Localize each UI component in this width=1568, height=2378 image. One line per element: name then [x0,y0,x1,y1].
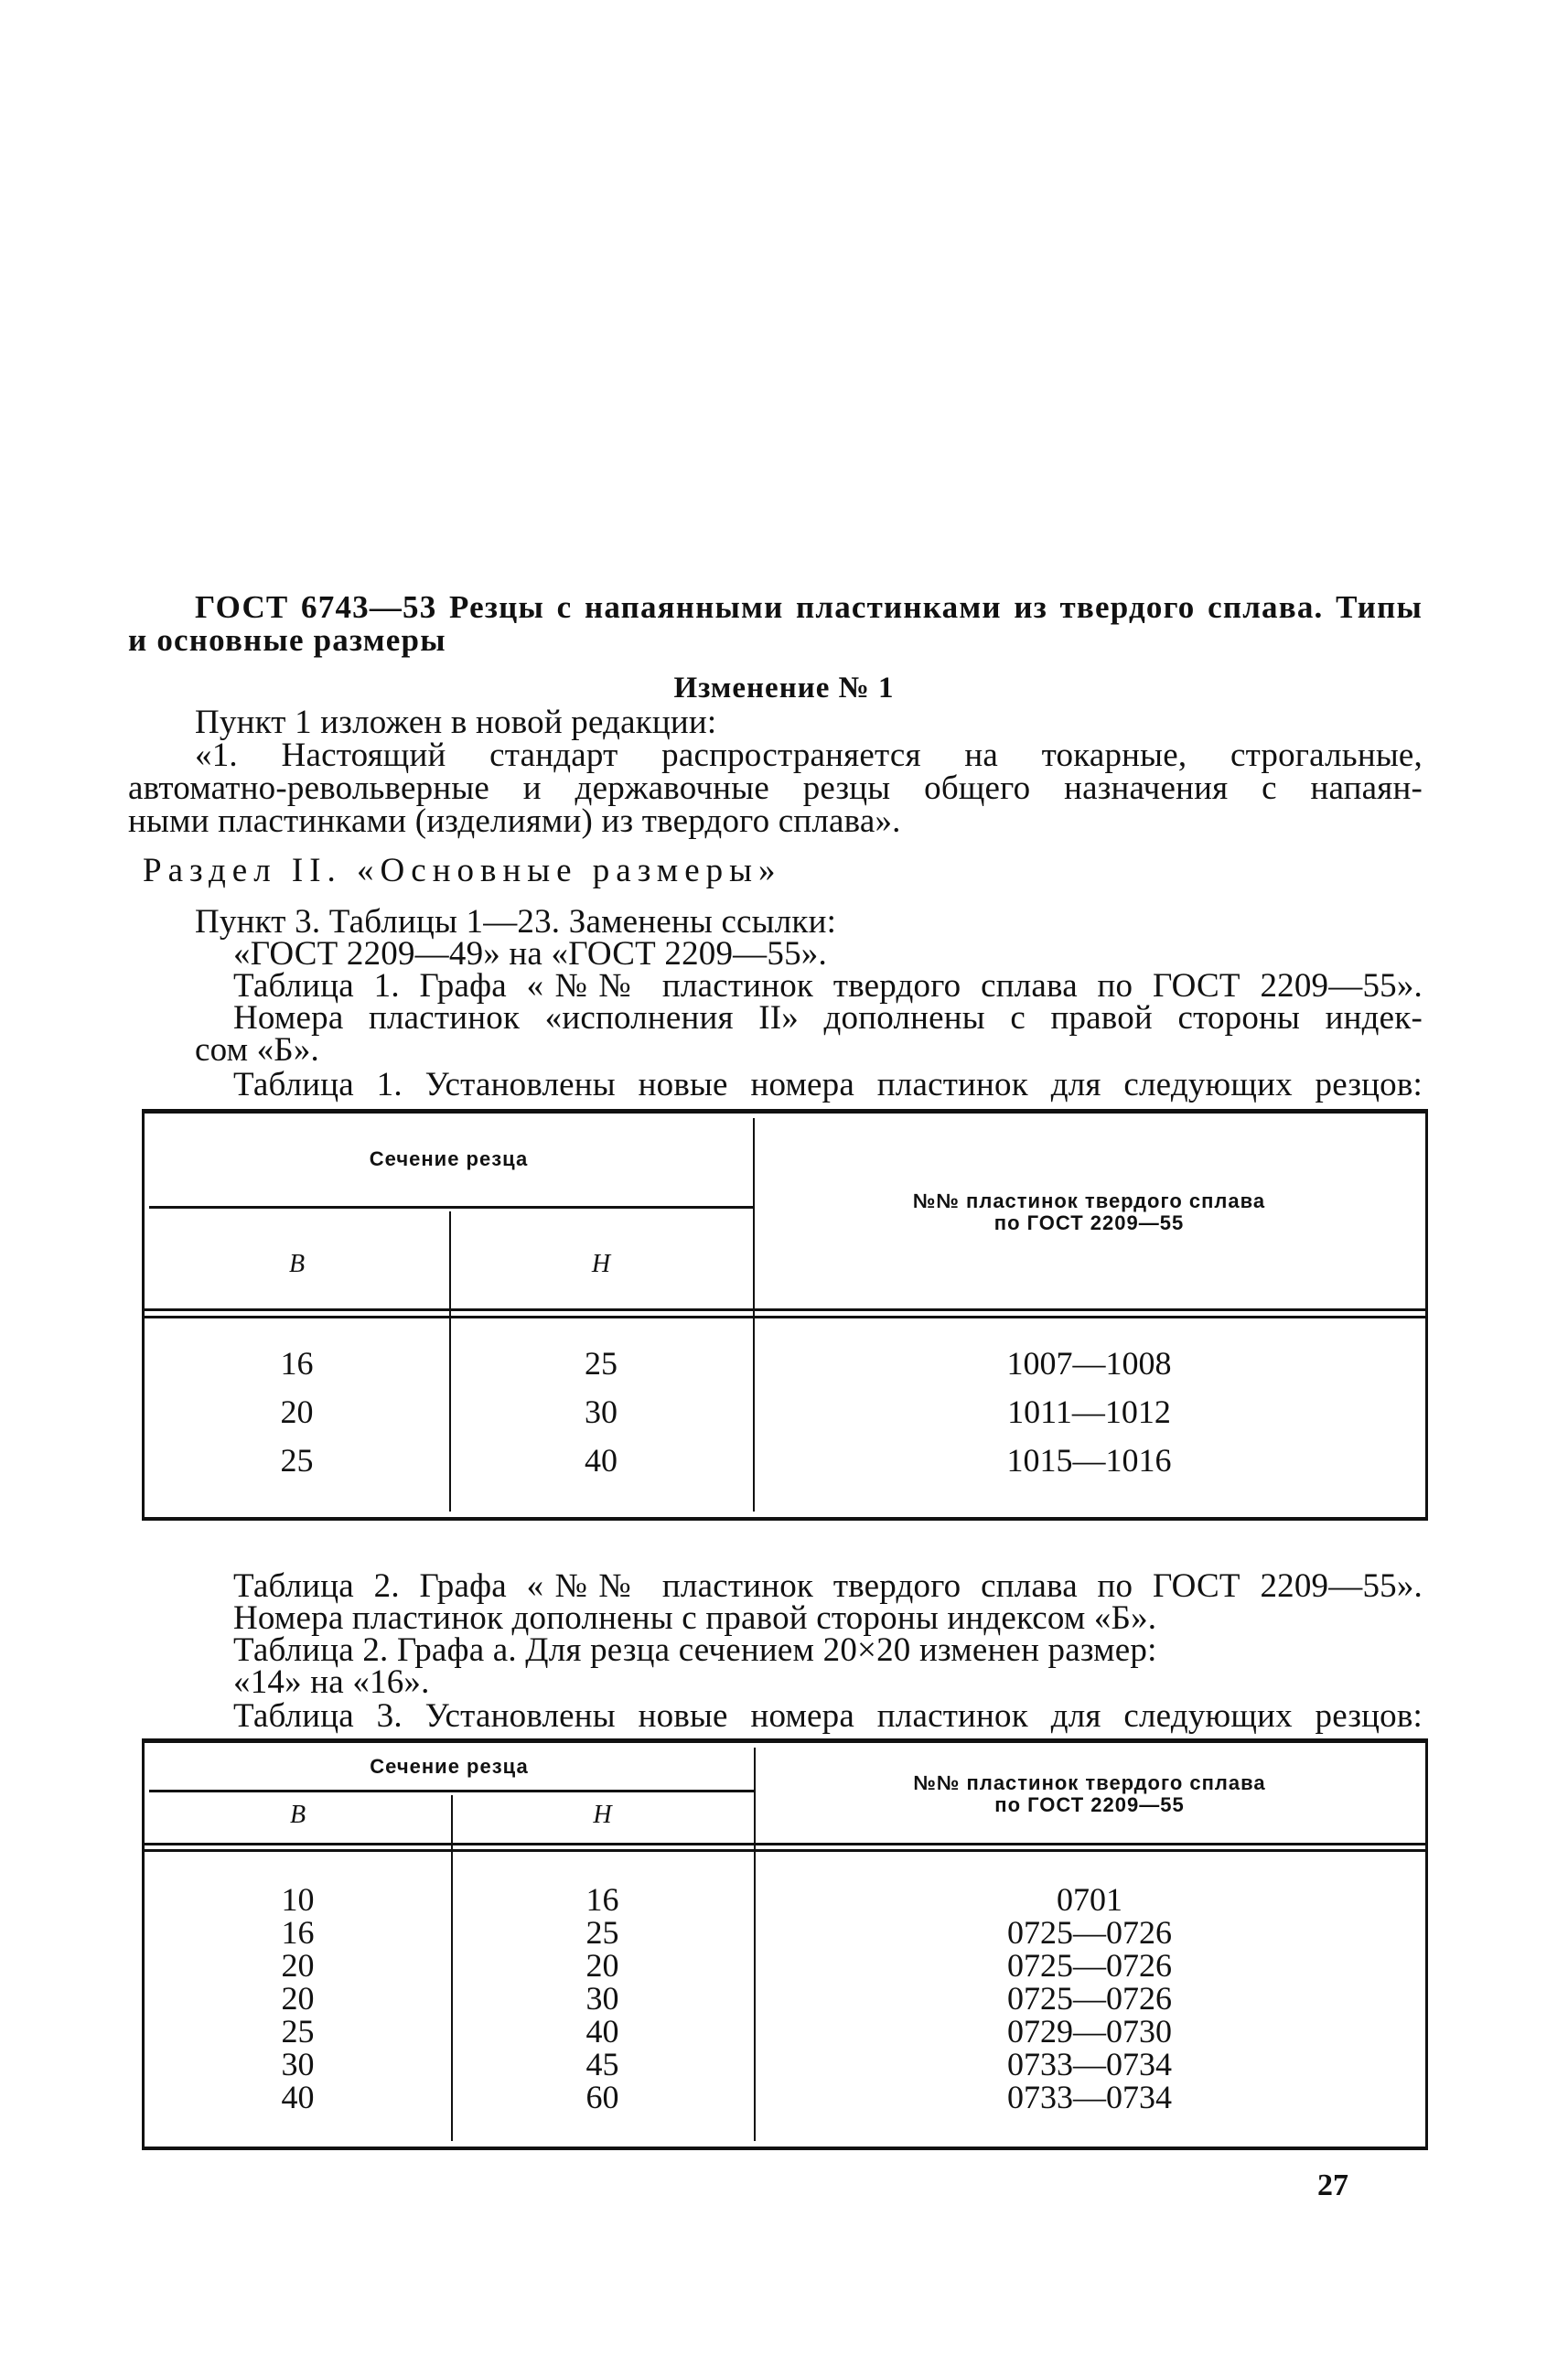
table-3-cell-h: 30 [585,1980,619,2017]
page-number: 27 [1317,2168,1348,2202]
paragraph-p5: Таблица 1. Графа «№№ пластинок твердого сплава по ГОСТ 2209—55». [233,967,1423,1005]
section-heading: Раздел II. «Основные размеры» [143,852,782,889]
table-3-cell-b: 16 [281,1914,315,1951]
paragraph-p2-line2: автоматно-револьверные и державочные резцы общего назначения с напаян- [128,769,1423,807]
table-3-cell-h: 25 [585,1914,619,1951]
paragraph-p4: «ГОСТ 2209—49» на «ГОСТ 2209—55». [233,935,827,973]
table-1-cell-h: 25 [585,1345,618,1382]
table-1-header-group: Сечение резца [369,1147,529,1170]
table-3-bottom-rule [142,2147,1428,2150]
table-3-header-b: B [289,1801,306,1829]
table-1-cell-h: 40 [585,1442,618,1479]
paragraph-p1: Пункт 1 изложен в новой редакции: [195,704,717,741]
paragraph-p10: Таблица 2. Графа а. Для резца сечением 20×20 изменен размер: [233,1631,1157,1669]
table-1-cell-plates: 1015—1016 [1006,1442,1172,1479]
document-heading-line2: и основные размеры [128,622,446,658]
table-1-cell-plates: 1007—1008 [1006,1345,1172,1382]
document-heading-line1: ГОСТ 6743—53 Резцы с напаянными пластинками из твердого сплава. Типы [195,589,1423,625]
table-3-header-rule-a [145,1843,1425,1845]
table-1-header-rule-a [145,1308,1425,1311]
table-3-cell-b: 20 [281,1947,315,1984]
table-1-cell-b: 25 [280,1442,314,1479]
paragraph-p2-line1: «1. Настоящий стандарт распространяется на токарные, строгальные, [195,737,1423,774]
table-3-header-rule-b [145,1849,1425,1852]
table-3-header-plates-line1: №№ пластинок твердого сплава [913,1771,1266,1794]
paragraph-p2-line3: ными пластинками (изделиями) из твердого сплава». [128,802,901,840]
table-3-cell-b: 40 [281,2079,315,2115]
table-1-header-h: H [591,1250,611,1278]
table-3 [142,1738,1428,2150]
table-3-header-group: Сечение резца [370,1755,529,1778]
paragraph-p12: Таблица 3. Установлены новые номера пластинок для следующих резцов: [233,1697,1423,1735]
table-1-top-rule [142,1109,1428,1114]
table-3-header-h: H [593,1801,612,1829]
table-1 [142,1109,1428,1521]
paragraph-p9: Номера пластинок дополнены с правой стороны индексом «Б». [233,1599,1157,1637]
paragraph-p7: Таблица 1. Установлены новые номера пластинок для следующих резцов: [233,1066,1423,1103]
paragraph-p11: «14» на «16». [233,1663,430,1701]
table-3-cell-b: 10 [281,1881,315,1918]
table-1-header-rule-b [145,1316,1425,1318]
table-3-cell-plates: 0729—0730 [1007,2013,1172,2050]
table-3-cell-plates: 0725—0726 [1007,1947,1172,1984]
table-3-cell-b: 25 [281,2013,315,2050]
table-3-cell-plates: 0701 [1057,1881,1122,1918]
table-3-cell-h: 45 [585,2046,619,2082]
table-3-cell-plates: 0733—0734 [1007,2079,1172,2115]
paragraph-p6-line1: Номера пластинок «исполнения II» дополнены с правой стороны индек- [233,999,1423,1037]
paragraph-p3: Пункт 3. Таблицы 1—23. Заменены ссылки: [195,903,837,941]
table-1-bottom-rule [142,1517,1428,1521]
table-1-cell-b: 20 [280,1393,314,1430]
table-3-cell-plates: 0725—0726 [1007,1914,1172,1951]
table-3-top-rule [142,1738,1428,1743]
paragraph-p8: Таблица 2. Графа «№№ пластинок твердого сплава по ГОСТ 2209—55». [233,1567,1423,1605]
table-1-header-plates-line1: №№ пластинок твердого сплава [912,1189,1266,1212]
change-title: Изменение № 1 [673,672,895,705]
table-1-header-plates-line2: по ГОСТ 2209—55 [993,1211,1185,1234]
table-3-cell-h: 60 [585,2079,619,2115]
table-3-cell-b: 20 [281,1980,315,2017]
table-3-cell-plates: 0725—0726 [1007,1980,1172,2017]
table-1-group-rule [149,1206,753,1209]
table-3-cell-h: 40 [585,2013,619,2050]
table-3-group-rule [149,1790,754,1792]
table-3-header-plates-line2: по ГОСТ 2209—55 [994,1793,1185,1816]
table-3-cell-b: 30 [281,2046,315,2082]
table-1-cell-b: 16 [280,1345,314,1382]
table-3-cell-plates: 0733—0734 [1007,2046,1172,2082]
table-1-header-b: B [288,1250,306,1278]
table-1-cell-plates: 1011—1012 [1007,1393,1171,1430]
table-3-cell-h: 20 [585,1947,619,1984]
paragraph-p6-line2: сом «Б». [195,1031,319,1069]
table-3-cell-h: 16 [585,1881,619,1918]
table-1-cell-h: 30 [585,1393,618,1430]
